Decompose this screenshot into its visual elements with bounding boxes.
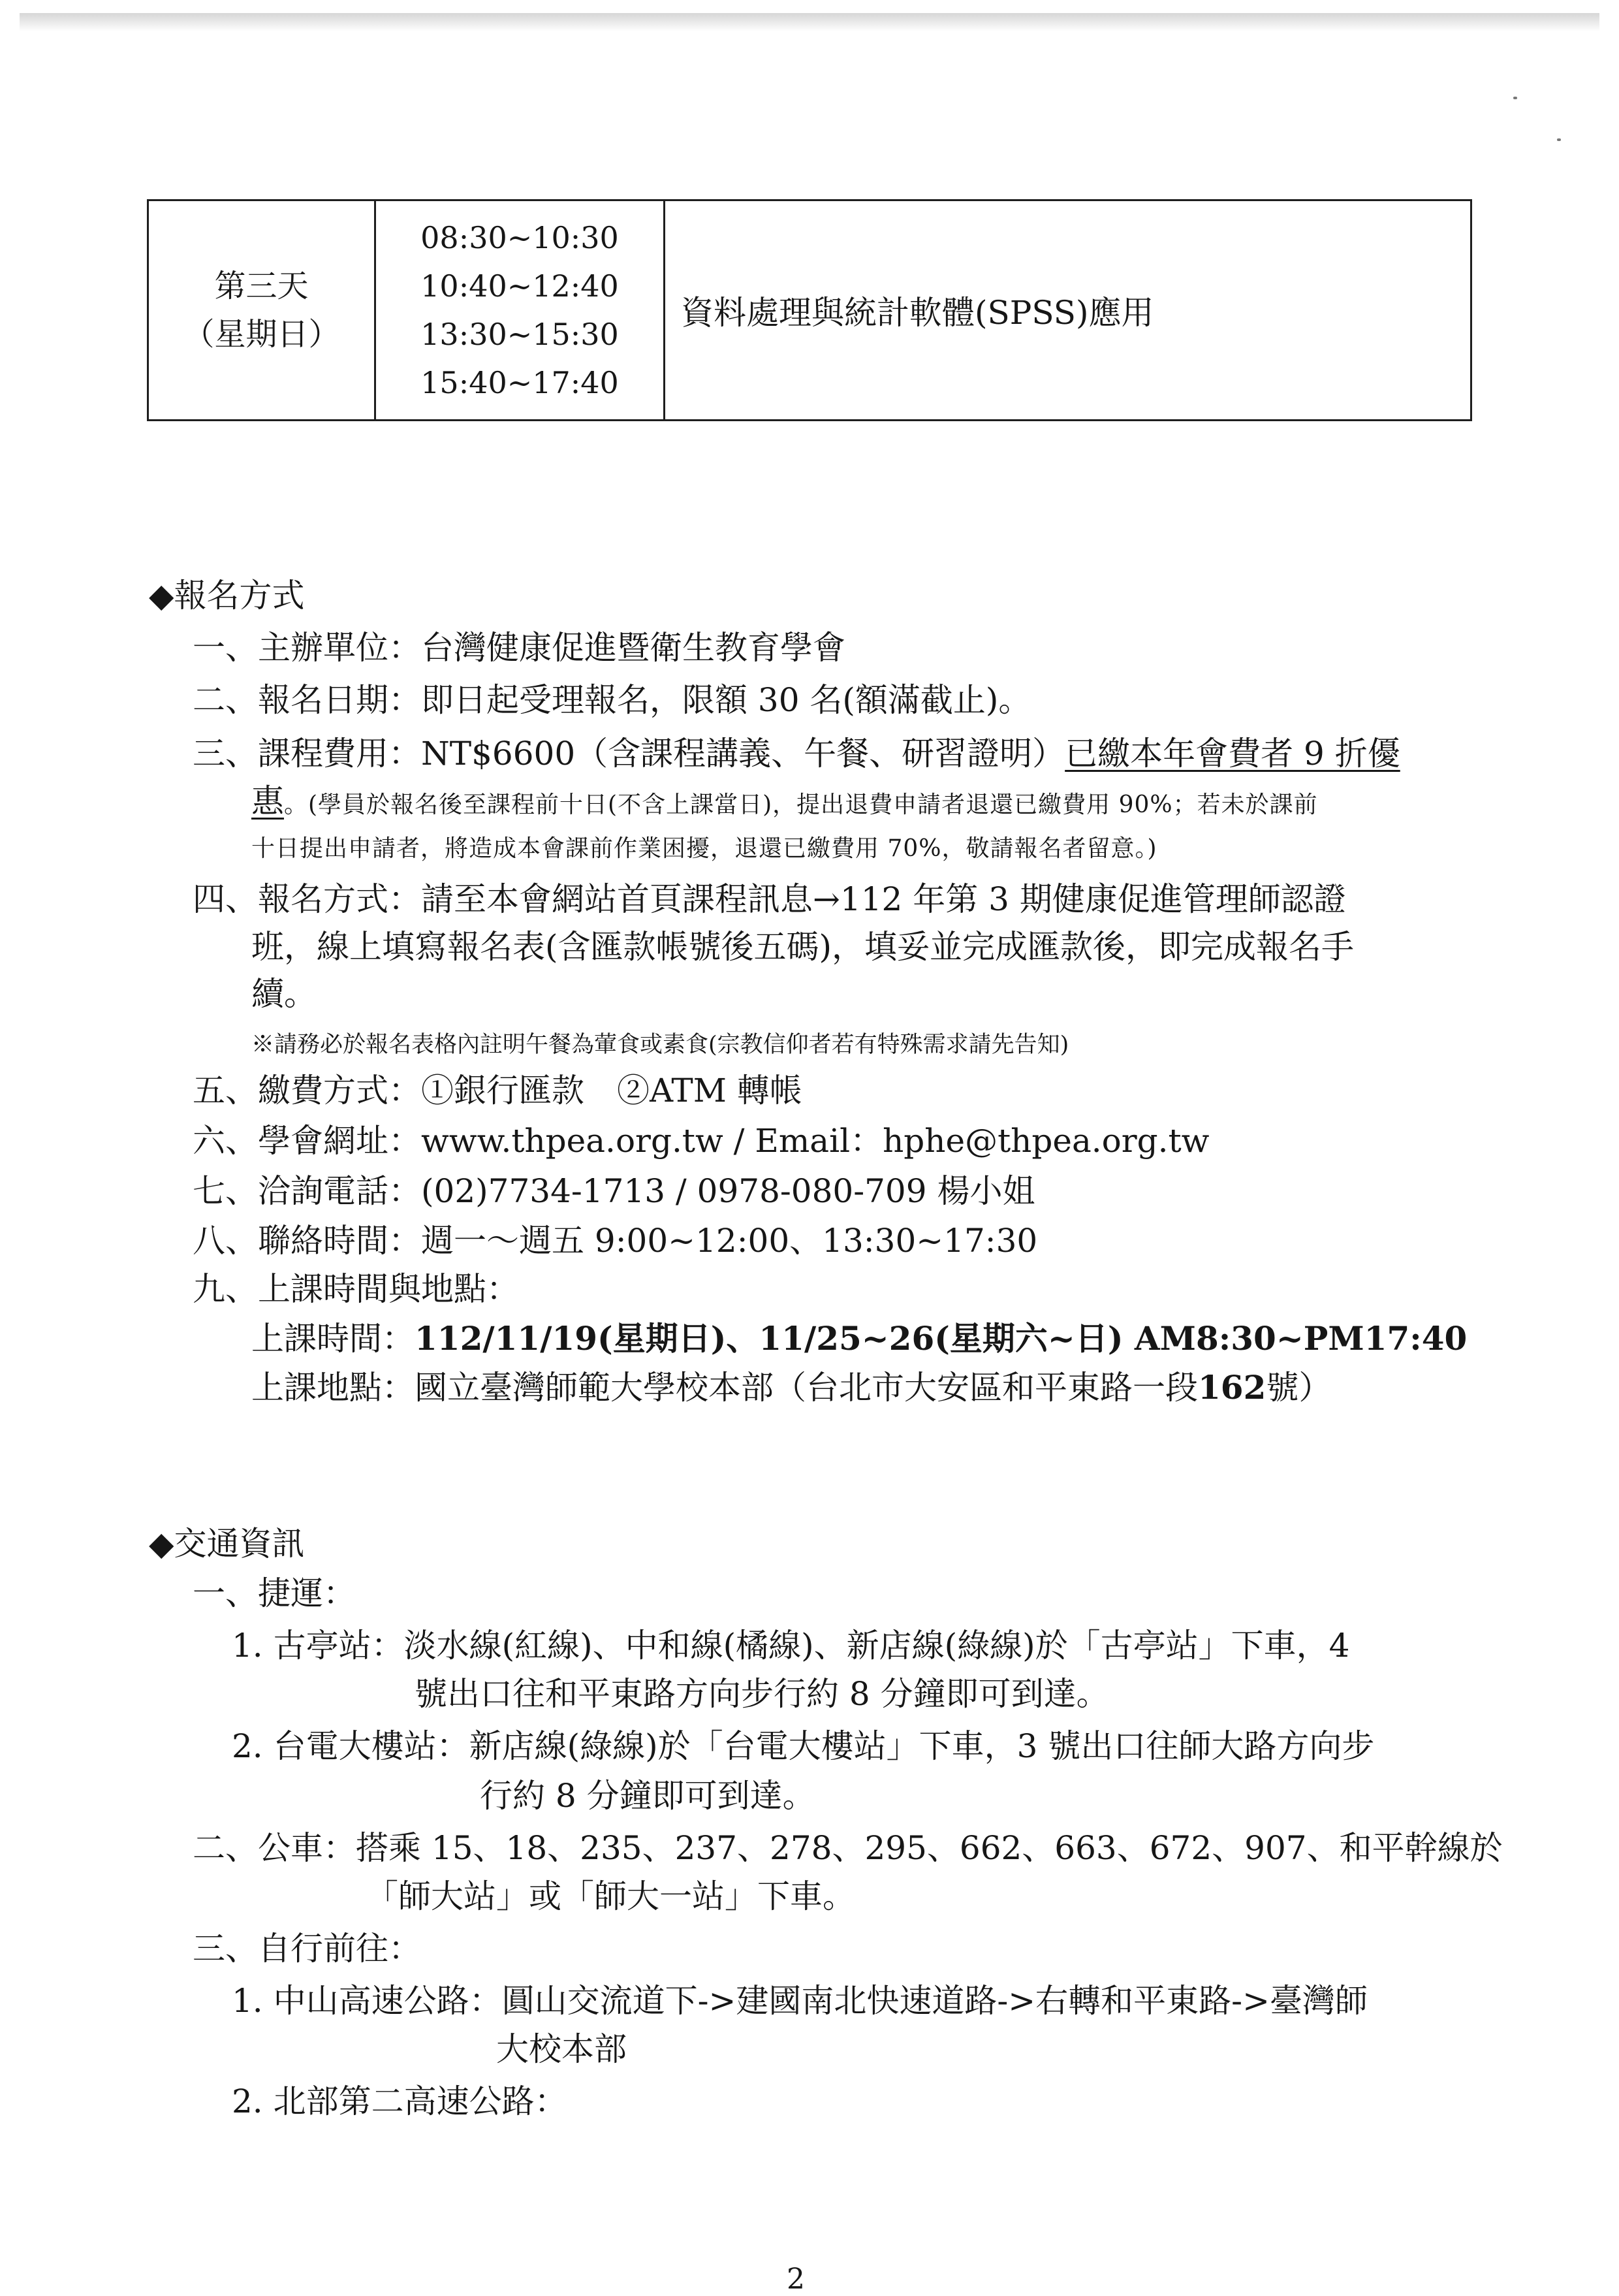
fee-line: [193, 733, 1400, 774]
scan-speck: [1557, 138, 1561, 141]
contact-hours-line: 八、聯絡時間：週一～週五 9:00~12:00、13:30~17:30: [193, 1222, 1038, 1260]
schedule-table: [147, 199, 1472, 421]
table-row: [148, 200, 1471, 421]
highway-1-line: 1. 中山高速公路：圓山交流道下->建國南北快速道路->右轉和平東路->臺灣師: [232, 1982, 1368, 2020]
organizer-line: 一、主辦單位：台灣健康促進暨衛生教育學會: [193, 629, 845, 667]
course-cell: 資料處理與統計軟體(SPSS)應用: [665, 200, 1471, 421]
time-slot: 15:40~17:40: [420, 365, 619, 400]
time-cell: [375, 200, 665, 421]
class-place-number: 162: [1198, 1368, 1266, 1407]
mrt-heading: 一、捷運：: [193, 1574, 356, 1612]
refund-note: 。(學員於報名後至課程前十日(不含上課當日)，提出退費申請者退還已繳費用 90%；若未於課前: [284, 791, 1318, 818]
scan-speck: [1513, 97, 1517, 99]
highway-2-line: 2. 北部第二高速公路：: [232, 2082, 567, 2120]
class-time-label: 上課時間：: [251, 1320, 415, 1358]
bus-line-cont: 「師大站」或「師大一站」下車。: [366, 1877, 855, 1915]
time-slot: 10:40~12:40: [420, 268, 619, 304]
fee-discount-end: 惠: [251, 782, 284, 820]
scan-edge: [20, 13, 1599, 31]
class-place-tail: 號）: [1266, 1369, 1332, 1407]
method-line-end: 續。: [251, 975, 317, 1013]
lunch-note: ※請務必於報名表格內註明午餐為葷食或素食(宗教信仰者若有特殊需求請先告知): [251, 1032, 1069, 1058]
mrt-guting-line-cont: 號出口往和平東路方向步行約 8 分鐘即可到達。: [415, 1675, 1109, 1713]
highway-1-line-cont: 大校本部: [496, 2030, 627, 2068]
fee-discount: 已繳本年會費者 9 折優: [1065, 735, 1400, 773]
transport-heading: ◆交通資訊: [149, 1525, 305, 1563]
website-line: 六、學會網址：www.thpea.org.tw / Email：hphe@thpea.org.tw: [193, 1122, 1210, 1160]
fee-prefix: 三、課程費用：NT$6600（含課程講義、午餐、研習證明）: [193, 735, 1065, 773]
mrt-taipower-line: 2. 台電大樓站：新店線(綠線)於「台電大樓站」下車，3 號出口往師大路方向步: [232, 1727, 1375, 1765]
day-weekday: （星期日）: [183, 316, 340, 353]
refund-note-cont: 十日提出申請者，將造成本會課前作業困擾，退還已繳費用 70%，敬請報名者留意。): [251, 835, 1157, 862]
registration-heading: ◆報名方式: [149, 577, 305, 614]
class-time-line: [251, 1318, 1467, 1360]
payment-line: 五、繳費方式：①銀行匯款 ②ATM 轉帳: [193, 1072, 802, 1109]
page-number: 2: [787, 2263, 805, 2296]
day-cell: [148, 200, 375, 421]
fee-note-line: [251, 780, 1318, 822]
mrt-taipower-line-cont: 行約 8 分鐘即可到達。: [480, 1777, 815, 1815]
day-name: 第三天: [214, 268, 309, 304]
class-time-value: 112/11/19(星期日)、11/25~26(星期六~日) AM8:30~PM17:40: [415, 1319, 1468, 1358]
class-heading: 九、上課時間與地點：: [193, 1270, 519, 1308]
phone-line: 七、洽詢電話：(02)7734-1713 / 0978-080-709 楊小姐: [193, 1172, 1035, 1210]
self-drive-heading: 三、自行前往：: [193, 1930, 421, 1968]
mrt-guting-line: 1. 古亭站：淡水線(紅線)、中和線(橘線)、新店線(綠線)於「古亭站」下車，4: [232, 1627, 1350, 1665]
bus-line: 二、公車：搭乘 15、18、235、237、278、295、662、663、672、907、和平幹線於: [193, 1829, 1503, 1867]
time-slot: 13:30~15:30: [420, 317, 619, 352]
time-slot: 08:30~10:30: [420, 220, 619, 255]
class-place-label: 上課地點：國立臺灣師範大學校本部（台北市大安區和平東路一段: [251, 1369, 1198, 1407]
registration-date-line: 二、報名日期：即日起受理報名，限額 30 名(額滿截止)。: [193, 681, 1031, 719]
method-line-cont: 班，線上填寫報名表(含匯款帳號後五碼)，填妥並完成匯款後，即完成報名手: [251, 928, 1355, 966]
method-line: 四、報名方式：請至本會網站首頁課程訊息→112 年第 3 期健康促進管理師認證: [193, 880, 1346, 918]
class-place-line: [251, 1367, 1331, 1409]
